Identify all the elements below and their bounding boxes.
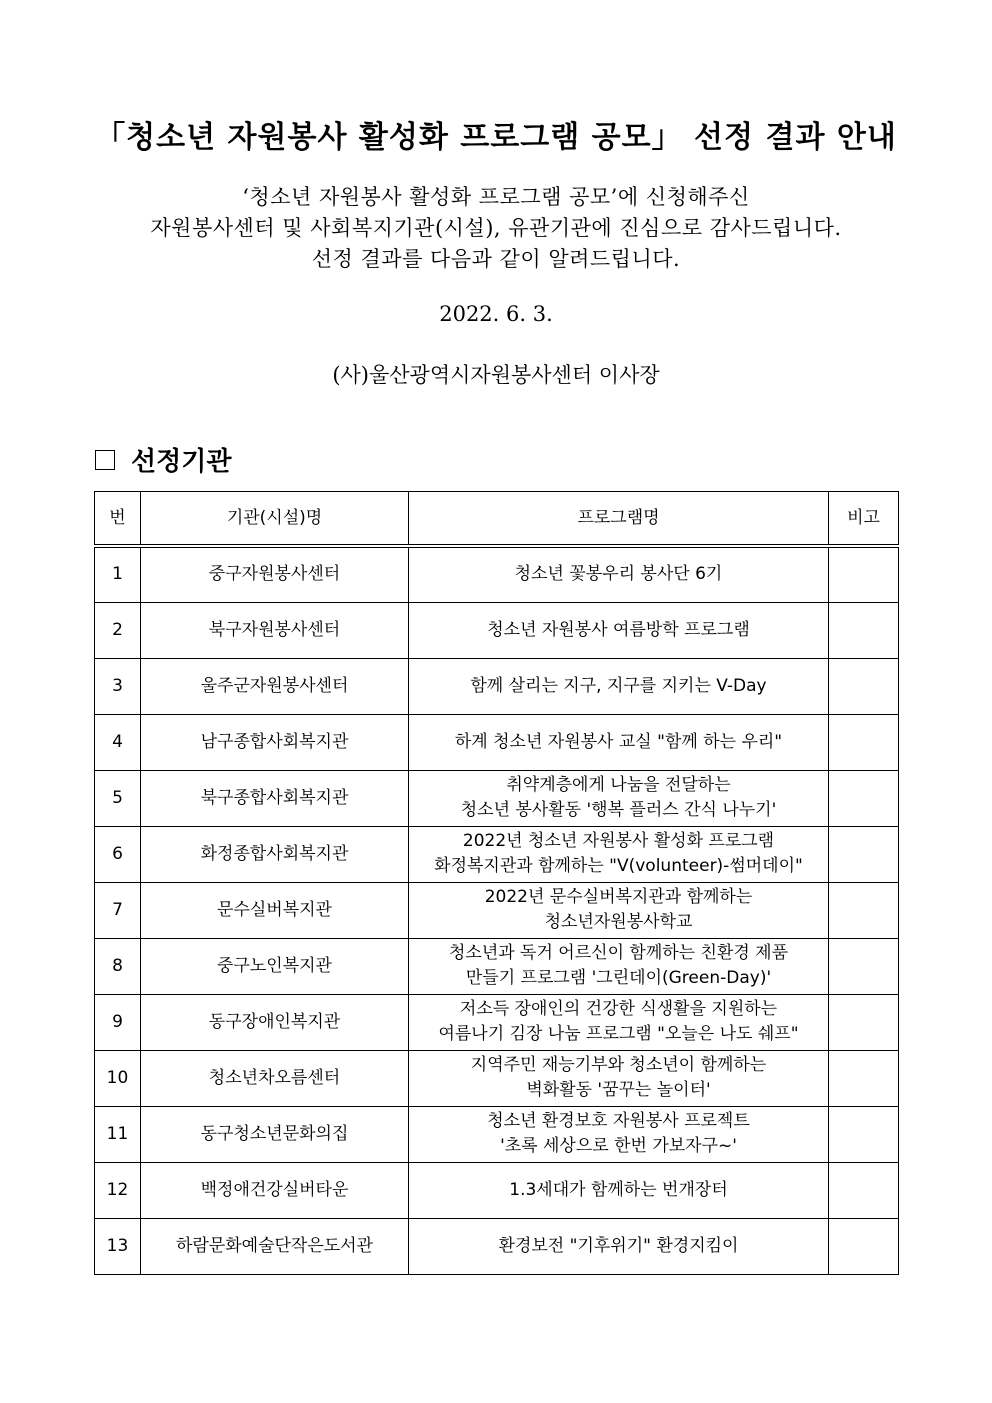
program-name-line: 1.3세대가 함께하는 번개장터	[509, 1179, 728, 1200]
row-number: 6	[95, 826, 141, 882]
note-cell	[829, 1162, 899, 1218]
square-bullet-icon	[95, 450, 115, 470]
table-row	[95, 938, 899, 994]
program-name	[409, 994, 829, 1050]
row-number: 5	[95, 770, 141, 826]
program-name	[409, 658, 829, 714]
program-name-line: 2022년 청소년 자원봉사 활성화 프로그램	[462, 831, 775, 851]
intro-line: 선정 결과를 다음과 같이 알려드립니다.	[311, 247, 681, 271]
intro-line: 자원봉사센터 및 사회복지기관(시설), 유관기관에 진심으로 감사드립니다.	[150, 216, 842, 240]
program-name-line: 2022년 문수실버복지관과 함께하는	[484, 887, 753, 907]
program-name-line: 벽화활동 '꿈꾸는 놀이터'	[526, 1080, 711, 1100]
table-row	[95, 546, 899, 602]
program-name-line: 만들기 프로그램 '그린데이(Green-Day)'	[465, 968, 772, 988]
row-number: 8	[95, 938, 141, 994]
note-cell	[829, 602, 899, 658]
program-name	[409, 938, 829, 994]
table-row	[95, 658, 899, 714]
note-cell	[829, 658, 899, 714]
note-cell	[829, 826, 899, 882]
row-number: 11	[95, 1106, 141, 1162]
institution-name: 울주군자원봉사센터	[141, 658, 409, 714]
program-name	[409, 602, 829, 658]
issuer-name: (사)울산광역시자원봉사센터 이사장	[332, 363, 660, 387]
page-title: 「청소년 자원봉사 활성화 프로그램 공모」 선정 결과 안내	[95, 120, 897, 155]
table-row	[95, 1218, 899, 1274]
program-name	[409, 770, 829, 826]
institution-name: 남구종합사회복지관	[141, 714, 409, 770]
program-name-line: 청소년 봉사활동 '행복 플러스 간식 나누기'	[460, 800, 777, 820]
row-number: 7	[95, 882, 141, 938]
row-number: 4	[95, 714, 141, 770]
row-number: 9	[95, 994, 141, 1050]
program-name-line: 여름나기 김장 나눔 프로그램 "오늘은 나도 쉐프"	[438, 1024, 799, 1044]
note-cell	[829, 938, 899, 994]
institution-name: 화정종합사회복지관	[141, 826, 409, 882]
selection-results-table	[94, 491, 899, 1275]
note-cell	[829, 1050, 899, 1106]
table-row	[95, 826, 899, 882]
program-name-line: 하계 청소년 자원봉사 교실 "함께 하는 우리"	[454, 731, 783, 752]
institution-name: 문수실버복지관	[141, 882, 409, 938]
program-name-line: 함께 살리는 지구, 지구를 지키는 V-Day	[470, 675, 767, 696]
section-heading	[95, 441, 231, 478]
table-row	[95, 770, 899, 826]
table-row	[95, 1050, 899, 1106]
institution-name: 중구자원봉사센터	[141, 546, 409, 602]
note-cell	[829, 1106, 899, 1162]
program-name	[409, 826, 829, 882]
program-name-line: 청소년 자원봉사 여름방학 프로그램	[487, 619, 750, 640]
note-cell	[829, 770, 899, 826]
institution-name: 북구자원봉사센터	[141, 602, 409, 658]
program-name-line: 청소년과 독거 어르신이 함께하는 친환경 제품	[448, 943, 789, 963]
row-number: 3	[95, 658, 141, 714]
table-row	[95, 1106, 899, 1162]
program-name-line: 청소년 환경보호 자원봉사 프로젝트	[487, 1111, 750, 1131]
program-name	[409, 1050, 829, 1106]
note-cell	[829, 994, 899, 1050]
table-row	[95, 994, 899, 1050]
header-number: 번	[95, 492, 141, 547]
document-date: 2022. 6. 3.	[439, 302, 553, 326]
program-name-line: 청소년 꽃봉우리 봉사단 6기	[514, 564, 723, 585]
program-name	[409, 714, 829, 770]
table-body	[95, 546, 899, 1274]
program-name-line: 화정복지관과 함께하는 "V(volunteer)-썸머데이"	[434, 856, 803, 876]
section-title: 선정기관	[131, 447, 232, 477]
table-header-row	[95, 492, 899, 547]
note-cell	[829, 882, 899, 938]
row-number: 13	[95, 1218, 141, 1274]
note-cell	[829, 546, 899, 602]
intro-line: ‘청소년 자원봉사 활성화 프로그램 공모’에 신청해주신	[242, 185, 750, 209]
program-name	[409, 1162, 829, 1218]
institution-name: 동구청소년문화의집	[141, 1106, 409, 1162]
institution-name: 백정애건강실버타운	[141, 1162, 409, 1218]
institution-name: 청소년차오름센터	[141, 1050, 409, 1106]
table-row	[95, 602, 899, 658]
program-name	[409, 1218, 829, 1274]
program-name-line: 취약계층에게 나눔을 전달하는	[506, 775, 731, 795]
program-name-line: 저소득 장애인의 건강한 식생활을 지원하는	[459, 999, 778, 1019]
institution-name: 중구노인복지관	[141, 938, 409, 994]
table-row	[95, 1162, 899, 1218]
institution-name: 동구장애인복지관	[141, 994, 409, 1050]
table-row	[95, 714, 899, 770]
program-name	[409, 1106, 829, 1162]
row-number: 2	[95, 602, 141, 658]
program-name-line: 청소년자원봉사학교	[544, 912, 693, 932]
program-name	[409, 546, 829, 602]
note-cell	[829, 1218, 899, 1274]
institution-name: 하람문화예술단작은도서관	[141, 1218, 409, 1274]
table-row	[95, 882, 899, 938]
intro-text	[0, 182, 992, 275]
program-name-line: 환경보전 "기후위기" 환경지킴이	[498, 1235, 739, 1256]
row-number: 10	[95, 1050, 141, 1106]
header-note: 비고	[829, 492, 899, 547]
program-name	[409, 882, 829, 938]
note-cell	[829, 714, 899, 770]
row-number: 1	[95, 546, 141, 602]
header-program: 프로그램명	[409, 492, 829, 547]
institution-name: 북구종합사회복지관	[141, 770, 409, 826]
header-institution: 기관(시설)명	[141, 492, 409, 547]
row-number: 12	[95, 1162, 141, 1218]
program-name-line: '초록 세상으로 한번 가보자구~'	[500, 1136, 737, 1156]
program-name-line: 지역주민 재능기부와 청소년이 함께하는	[470, 1055, 767, 1075]
